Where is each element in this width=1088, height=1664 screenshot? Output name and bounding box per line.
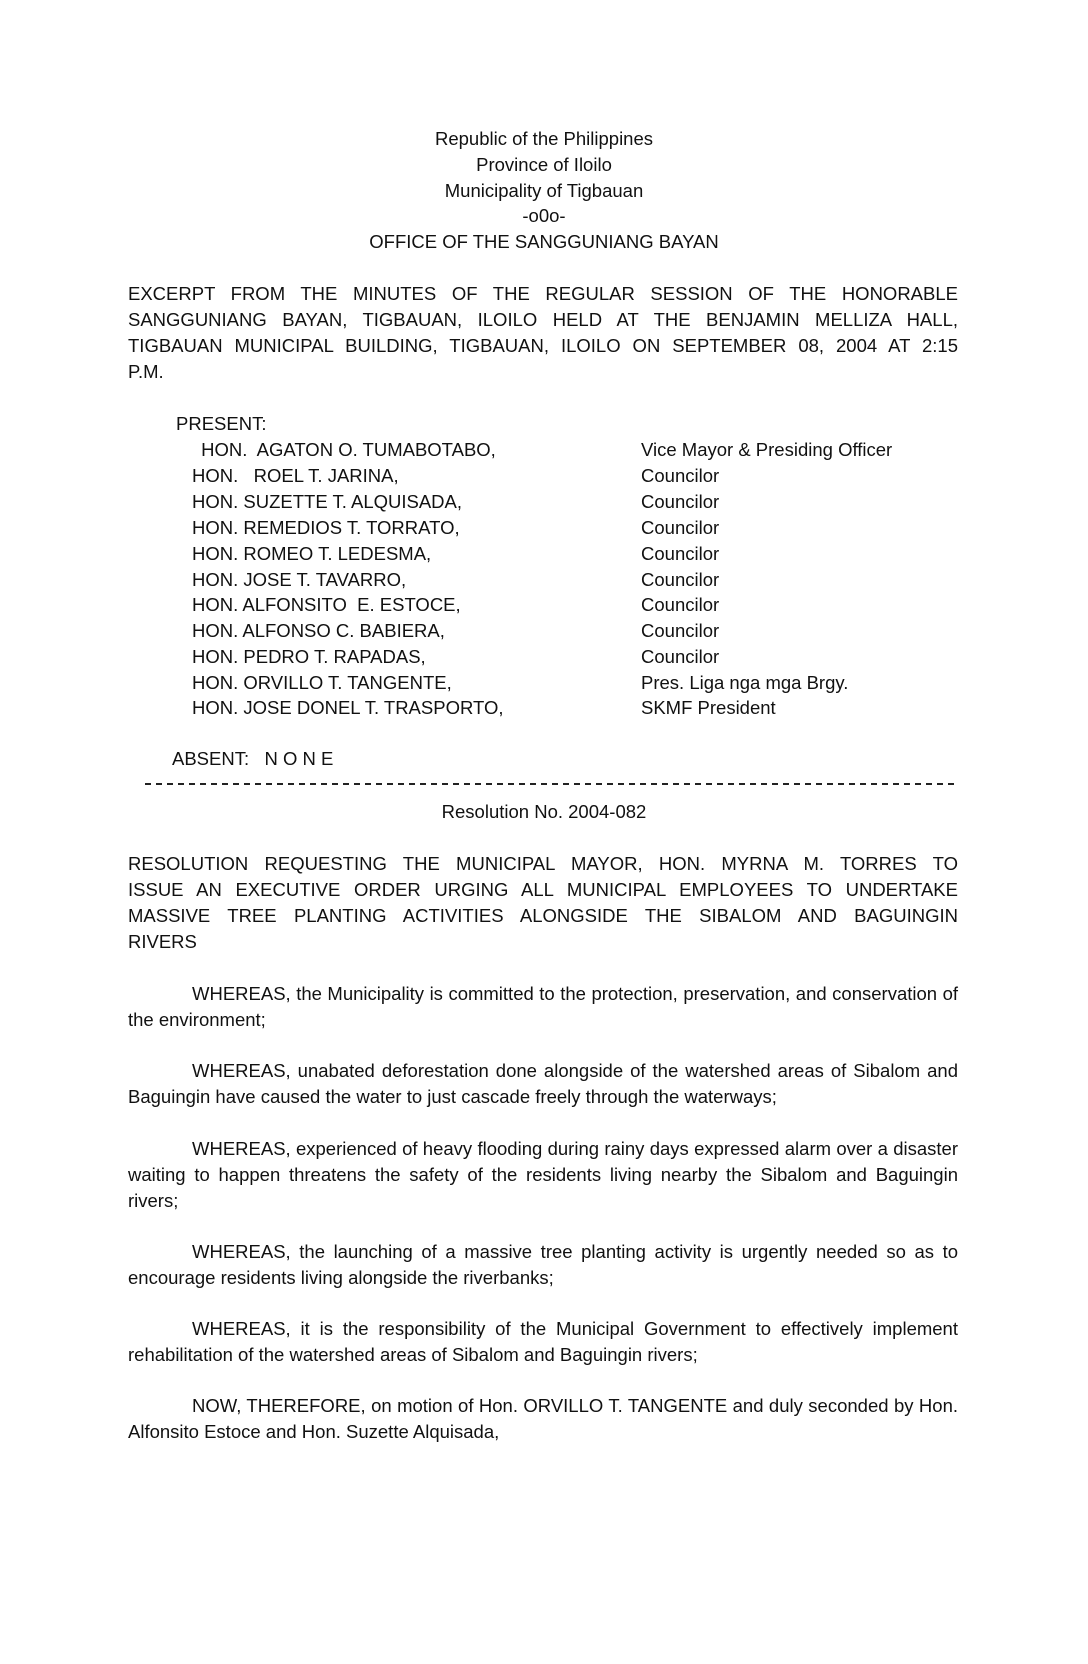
member-name: HON. REMEDIOS T. TORRATO, [192,517,460,538]
now-therefore-paragraph: NOW, THEREFORE, on motion of Hon. ORVILLO T. TANGENTE and duly seconded by Hon. Alfonsito Estoce and Hon. Suzette Alquisada, [128,1395,958,1442]
member-name: HON. ORVILLO T. TANGENTE, [192,672,452,693]
member-role: Councilor [641,465,720,486]
member-role: Councilor [641,491,720,512]
header-province: Province of Iloilo [476,154,612,175]
excerpt-line-3: TIGBAUAN MUNICIPAL BUILDING, TIGBAUAN, ILOILO ON SEPTEMBER 08, 2004 AT 2:15 [128,335,958,356]
whereas-paragraph-5: WHEREAS, it is the responsibility of the Municipal Government to effectively implement rehabilitation of the watershed areas of Sibalom and Baguingin rivers; [128,1318,958,1365]
member-role: Councilor [641,543,720,564]
member-name: HON. ROEL T. JARINA, [192,465,399,486]
resolution-title-line-1: RESOLUTION REQUESTING THE MUNICIPAL MAYOR, HON. MYRNA M. TORRES TO [128,853,958,874]
whereas-paragraph-2: WHEREAS, unabated deforestation done alongside of the watershed areas of Sibalom and Baguingin have caused the water to just cascade freely through the waterways; [128,1060,958,1107]
header-office: OFFICE OF THE SANGGUNIANG BAYAN [369,231,719,252]
member-role: Councilor [641,620,720,641]
member-role: Councilor [641,594,720,615]
member-role: Pres. Liga nga mga Brgy. [641,672,849,693]
member-role: SKMF President [641,697,776,718]
member-role: Councilor [641,646,720,667]
present-label: PRESENT: [176,413,267,434]
member-role: Councilor [641,517,720,538]
header-separator: -o0o- [522,205,566,226]
member-name: HON. ALFONSO C. BABIERA, [192,620,445,641]
resolution-title-line-4: RIVERS [128,931,197,952]
member-name: HON. ALFONSITO E. ESTOCE, [192,594,461,615]
member-role: Councilor [641,569,720,590]
excerpt-line-4: P.M. [128,361,164,382]
member-name: HON. AGATON O. TUMABOTABO, [196,439,496,460]
whereas-paragraph-3: WHEREAS, experienced of heavy flooding during rainy days expressed alarm over a disaster waiting to happen threatens the safety of the residents living nearby the Sibalom and Baguingin rivers; [128,1138,958,1211]
header-republic: Republic of the Philippines [434,128,654,149]
absent-label: ABSENT: [172,748,250,769]
member-name: HON. PEDRO T. RAPADAS, [192,646,426,667]
absent-row [172,746,333,772]
member-name: HON. JOSE T. TAVARRO, [192,569,407,590]
header-municipality: Municipality of Tigbauan [444,180,644,201]
member-name: HON. JOSE DONEL T. TRASPORTO, [192,697,504,718]
resolution-title-line-2: ISSUE AN EXECUTIVE ORDER URGING ALL MUNICIPAL EMPLOYEES TO UNDERTAKE [128,879,958,900]
dashed-divider [145,783,955,785]
excerpt-line-2: SANGGUNIANG BAYAN, TIGBAUAN, ILOILO HELD AT THE BENJAMIN MELLIZA HALL, [128,309,958,330]
excerpt-line-1: EXCERPT FROM THE MINUTES OF THE REGULAR SESSION OF THE HONORABLE [128,283,958,304]
whereas-paragraph-1: WHEREAS, the Municipality is committed to the protection, preservation, and conservation of the environment; [128,983,958,1030]
member-name: HON. ROMEO T. LEDESMA, [192,543,432,564]
member-name: HON. SUZETTE T. ALQUISADA, [192,491,463,512]
whereas-paragraph-4: WHEREAS, the launching of a massive tree planting activity is urgently needed so as to encourage residents living alongside the riverbanks; [128,1241,958,1288]
resolution-title-line-3: MASSIVE TREE PLANTING ACTIVITIES ALONGSIDE THE SIBALOM AND BAGUINGIN [128,905,958,926]
resolution-number: Resolution No. 2004-082 [441,801,647,822]
member-role: Vice Mayor & Presiding Officer [641,439,893,460]
absent-value: N O N E [264,748,334,769]
